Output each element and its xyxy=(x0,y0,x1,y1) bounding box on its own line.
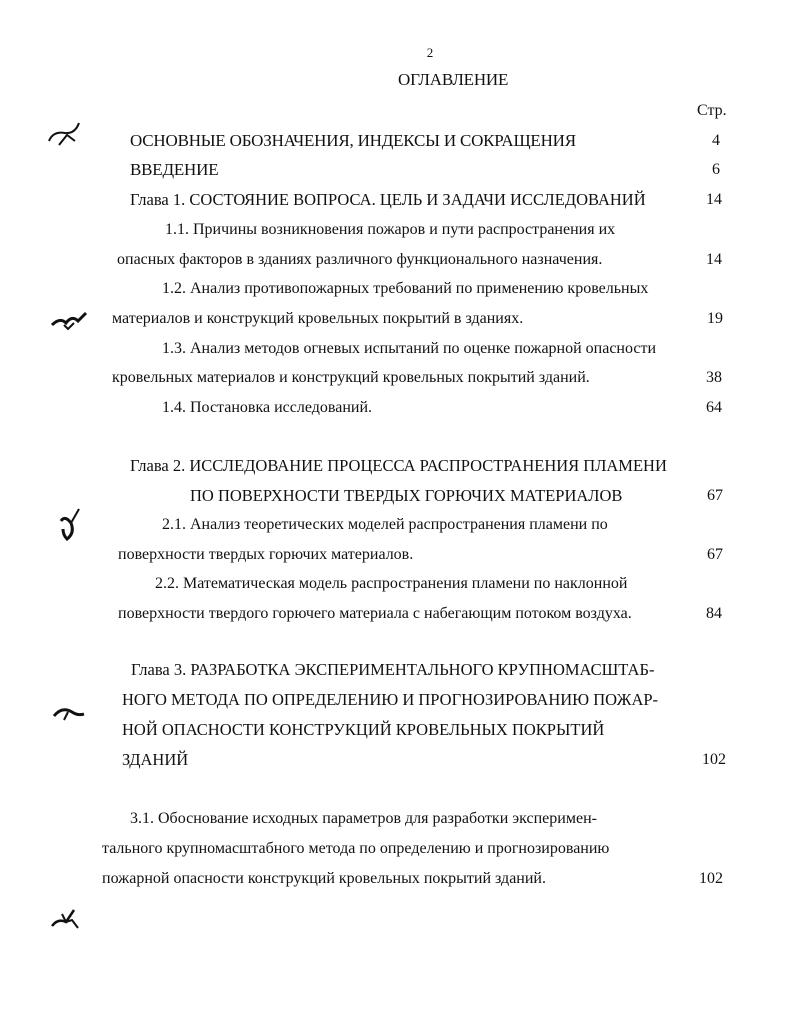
toc-entry-line: 2.1. Анализ теоретических моделей распространения пламени по xyxy=(162,516,608,533)
toc-entry-line: материалов и конструкций кровельных покрытий в зданиях. xyxy=(112,310,524,327)
toc-entry-line: поверхности твердых горючих материалов. xyxy=(118,546,414,563)
margin-scribble-icon xyxy=(45,115,85,155)
toc-entry-line: опасных факторов в зданиях различного функционального назначения. xyxy=(117,251,603,268)
toc-entry-line: кровельных материалов и конструкций кровельных покрытий зданий. xyxy=(112,369,590,386)
margin-scribble-icon xyxy=(50,700,90,728)
toc-entry-line: тального крупномасштабного метода по определению и прогнозированию xyxy=(102,840,610,857)
toc-entry-page: 102 xyxy=(699,870,723,887)
toc-entry-page: 14 xyxy=(706,191,722,208)
toc-entry-line: ЗДАНИЙ xyxy=(122,750,189,769)
toc-entry-page: 67 xyxy=(707,487,723,504)
toc-entry-page: 64 xyxy=(706,399,722,416)
toc-entry-page: 38 xyxy=(706,369,722,386)
margin-scribble-icon xyxy=(55,505,87,545)
toc-entry-line: поверхности твердого горючего материала с набегающим потоком воздуха. xyxy=(118,605,632,622)
toc-entry-line: 1.3. Анализ методов огневых испытаний по оценке пожарной опасности xyxy=(162,340,657,357)
toc-entry-line: 3.1. Обоснование исходных параметров для разработки эксперимен- xyxy=(130,810,597,827)
page-title: ОГЛАВЛЕНИЕ xyxy=(398,70,509,89)
toc-entry-page: 67 xyxy=(707,546,723,563)
margin-scribble-icon xyxy=(48,305,90,335)
page-number: 2 xyxy=(426,45,434,60)
toc-entry-page: 6 xyxy=(712,161,720,178)
toc-entry-line: 1.2. Анализ противопожарных требований по применению кровельных xyxy=(162,280,649,297)
toc-entry-text: ВВЕДЕНИЕ xyxy=(130,160,219,179)
toc-entry-line: Глава 3. РАЗРАБОТКА ЭКСПЕРИМЕНТАЛЬНОГО КРУПНОМАСШТАБ- xyxy=(131,660,655,679)
toc-entry-line: НОЙ ОПАСНОСТИ КОНСТРУКЦИЙ КРОВЕЛЬНЫХ ПОКРЫТИЙ xyxy=(122,720,605,739)
toc-entry-line: пожарной опасности конструкций кровельных покрытий зданий. xyxy=(102,870,546,887)
toc-entry-text: 1.4. Постановка исследований. xyxy=(162,399,373,416)
toc-entry-line: НОГО МЕТОДА ПО ОПРЕДЕЛЕНИЮ И ПРОГНОЗИРОВАНИЮ ПОЖАР- xyxy=(122,690,659,709)
page-column-label: Стр. xyxy=(697,102,727,119)
toc-entry-page: 102 xyxy=(702,751,726,768)
toc-entry-page: 14 xyxy=(706,251,722,268)
toc-entry-line: ПО ПОВЕРХНОСТИ ТВЕРДЫХ ГОРЮЧИХ МАТЕРИАЛОВ xyxy=(190,486,623,505)
margin-scribble-icon xyxy=(48,900,84,934)
toc-entry-page: 4 xyxy=(712,132,720,149)
toc-entry-line: Глава 2. ИССЛЕДОВАНИЕ ПРОЦЕССА РАСПРОСТРАНЕНИЯ ПЛАМЕНИ xyxy=(130,456,667,475)
toc-entry-text: Глава 1. СОСТОЯНИЕ ВОПРОСА. ЦЕЛЬ И ЗАДАЧИ ИССЛЕДОВАНИЙ xyxy=(130,190,646,209)
toc-entry-line: 2.2. Математическая модель распространения пламени по наклонной xyxy=(155,575,628,592)
toc-entry-page: 19 xyxy=(707,310,723,327)
toc-entry-page: 84 xyxy=(706,605,722,622)
toc-entry-line: 1.1. Причины возникновения пожаров и пути распространения их xyxy=(165,221,616,238)
toc-entry-text: ОСНОВНЫЕ ОБОЗНАЧЕНИЯ, ИНДЕКСЫ И СОКРАЩЕНИЯ xyxy=(130,131,576,150)
